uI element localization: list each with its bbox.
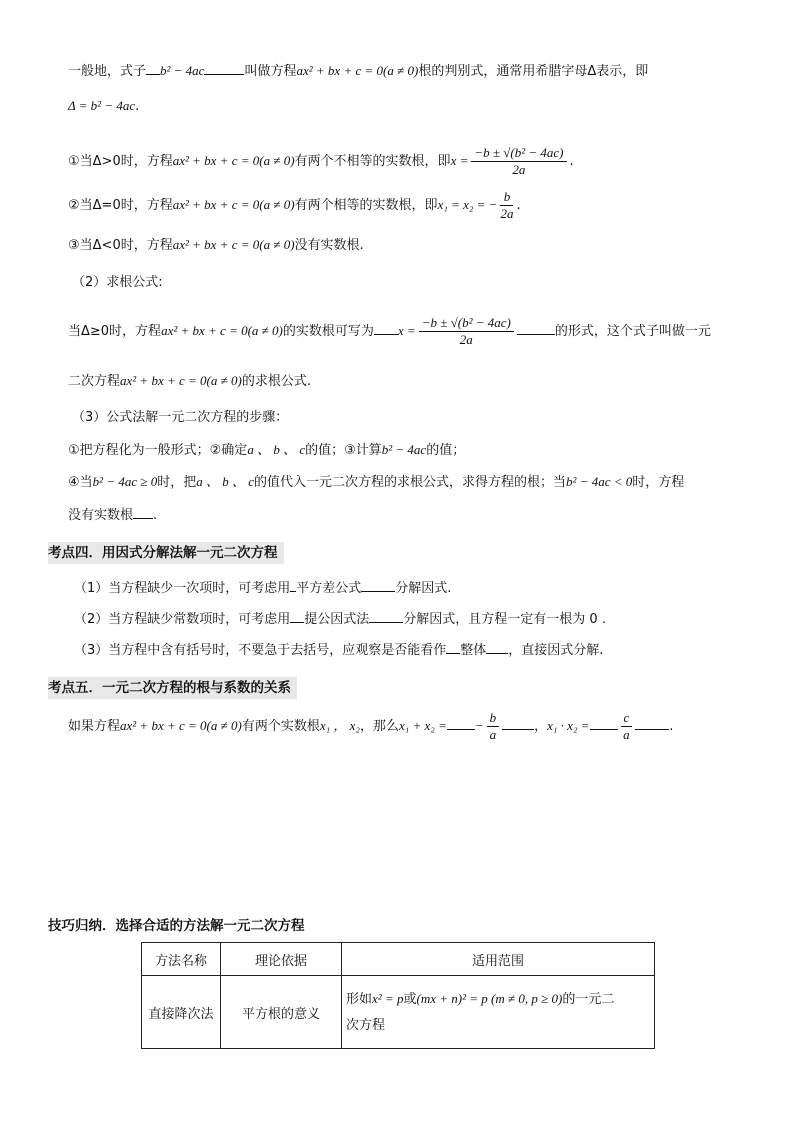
sum-fraction: $\frac{b}{a}$ <box>487 710 500 743</box>
row-scope: 形如x² = p或(mx + n)² = p (m ≠ 0, p ≥ 0)的一元二 次方程 <box>342 976 655 1049</box>
steps-line-1: ①把方程化为一般形式；②确定a 、 b 、 c的值；③计算b² − 4ac的值； <box>68 442 466 458</box>
double-root-fraction: $\frac{b}{2a}$ <box>500 189 514 221</box>
row-basis: 平方根的意义 <box>221 976 342 1049</box>
steps-line-4: ④当b² − 4ac ≥ 0时，把a 、 b 、 c的值代入一元二次方程的求根公式，求得方程的根；当b² − 4ac < 0时，方程 <box>68 474 685 490</box>
discriminant-answer: b² − 4ac <box>160 63 205 78</box>
section-4-item-3: （3）当方程中含有括号时，不要急于去括号，应观察是否能看作 整体 ，直接因式分解. <box>74 639 603 660</box>
steps-line-5: 没有实数根 . <box>68 504 157 525</box>
section-4-item-2: （2）当方程缺少常数项时，可考虑用 提公因式法 分解因式，且方程一定有一根为 0 . <box>74 608 606 629</box>
header-scope: 适用范围 <box>342 943 655 976</box>
section-4-title: 考点四．用因式分解法解一元二次方程 <box>48 542 284 564</box>
product-fraction: $\frac{c}{a}$ <box>621 710 633 743</box>
section-5-title: 考点五．一元二次方程的根与系数的关系 <box>48 677 297 699</box>
case-negative: ③当Δ<0时，方程ax² + bx + c = 0(a ≠ 0)没有实数根. <box>68 237 364 253</box>
header-basis: 理论依据 <box>221 943 342 976</box>
vieta-relation: 如果方程ax² + bx + c = 0(a ≠ 0)有两个实数根x₁ ， x₂，那么x₁ + x₂ = − $\frac{b}{a}$ ，x₁ · x₂ = $\frac{c}{a}$ . <box>68 710 674 742</box>
tips-title: 技巧归纳．选择合适的方法解一元二次方程 <box>48 918 305 934</box>
section-4-item-1: （1）当方程缺少一次项时，可考虑用 平方差公式 分解因式. <box>74 577 451 598</box>
case-positive: ①当Δ>0时，方程ax² + bx + c = 0(a ≠ 0)有两个不相等的实数根，即x = $\frac{\text{−b ± √(b² − 4ac)}}{2a}$ . <box>68 145 574 177</box>
discriminant-definition: 一般地，式子 b² − 4ac 叫做方程ax² + bx + c = 0(a ≠ 0)根的判别式，通常用希腊字母Δ表示，即 <box>68 60 648 81</box>
row-method: 直接降次法 <box>142 976 221 1049</box>
discriminant-formula: Δ = b² − 4ac. <box>68 98 140 114</box>
header-method: 方法名称 <box>142 943 221 976</box>
steps-heading: （3）公式法解一元二次方程的步骤： <box>72 410 289 425</box>
table-row <box>142 976 655 1049</box>
quadratic-formula-line: 当Δ≥0时，方程ax² + bx + c = 0(a ≠ 0)的实数根可写为 x = $\frac{\text{−b ± √(b² − 4ac)}}{2a}$ 的形式，这个式子叫做一元 <box>68 315 711 347</box>
table-header-row <box>142 943 655 976</box>
methods-table <box>141 942 655 1049</box>
quadratic-formula-fraction: $\frac{\text{−b ± √(b² − 4ac)}}{2a}$ <box>419 315 514 348</box>
quadratic-formula-line-2: 二次方程ax² + bx + c = 0(a ≠ 0)的求根公式. <box>68 373 311 389</box>
root-fraction: $\frac{\text{−b ± √(b² − 4ac)}}{2a}$ <box>471 145 566 178</box>
formula-heading: （2）求根公式: <box>72 275 163 290</box>
case-zero: ②当Δ=0时，方程ax² + bx + c = 0(a ≠ 0)有两个相等的实数根，即x₁ = x₂ = − $\frac{b}{2a}$ . <box>68 189 521 221</box>
